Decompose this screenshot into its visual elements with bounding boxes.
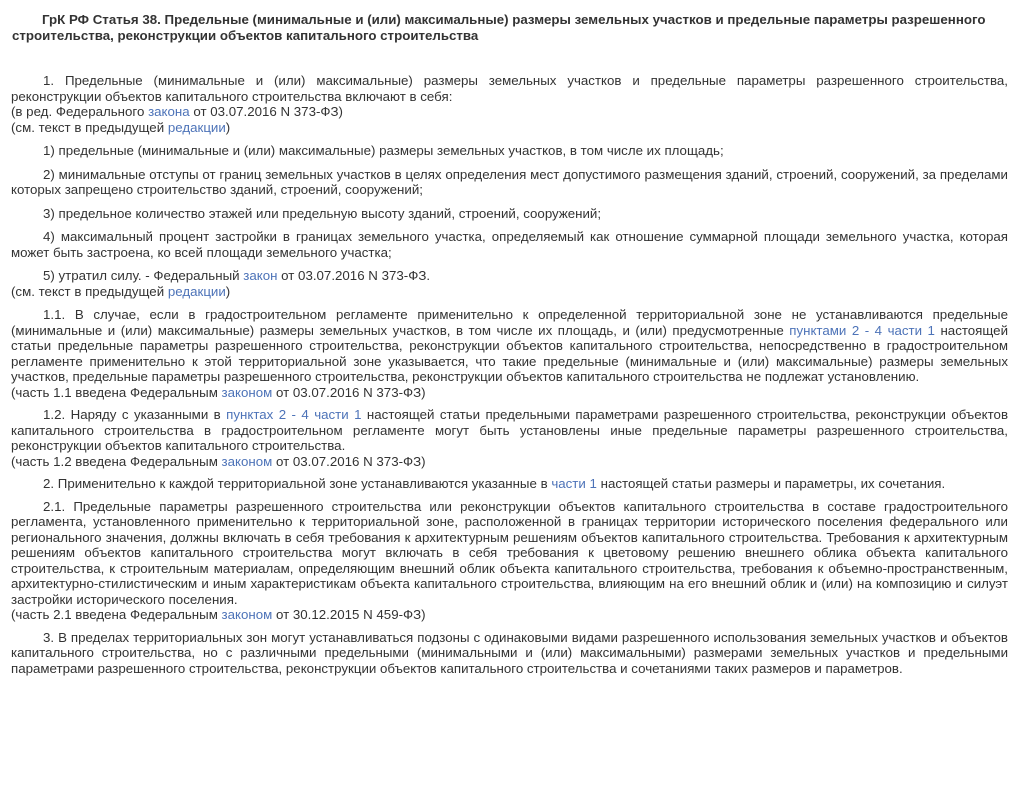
previous-edition-note: (см. текст в предыдущей редакции) [11, 283, 231, 299]
list-item-1: 1) предельные (минимальные и (или) максимальные) размеры земельных участков, в том числе их площадь; [43, 143, 724, 158]
list-item-3: 3) предельное количество этажей или предельную высоту зданий, строений, сооружений; [43, 205, 602, 221]
paragraph-1: 1. Предельные (минимальные и (или) максимальные) размеры земельных участков и предельные параметры разрешенного строительства, реконструкции объектов капитального строительства включают в себя: [11, 73, 1008, 104]
law-link[interactable]: законом [221, 384, 273, 400]
clause-link[interactable]: пунктах 2 - 4 части 1 [226, 407, 362, 422]
amendment-note: (часть 1.2 введена Федеральным законом от 03.07.2016 N 373-ФЗ) [11, 453, 426, 469]
law-link[interactable]: законом [221, 607, 273, 622]
law-link[interactable]: закона [148, 104, 190, 119]
paragraph-1-1: 1.1. В случае, если в градостроительном регламенте применительно к определенной территориальной зоне не устанавливаются предельные (минимальные и (или) максимальные) размеры земельных участков, в том числе их площадь, и (или) предусмотренные пунктами 2 - 4 части 1 настоящей статьи предельные параметры разрешенного строительства, реконструкции объектов капитального строительства, непосредственно в градостроительном регламенте применительно к этой территориальной зоне указывается, что такие предельные (минимальные и (или) максимальные) размеры земельных участков, предельные параметры разрешенного строительства, реконструкции объектов капитального строительства не подлежат установлению. [11, 307, 1008, 384]
article-title: ГрК РФ Статья 38. Предельные (минимальные и (или) максимальные) размеры земельных участков и предельные параметры разрешенного строительства, реконструкции объектов капитального строительства [12, 12, 986, 43]
previous-edition-note: (см. текст в предыдущей редакции) [11, 119, 231, 135]
amendment-note: (часть 2.1 введена Федеральным законом от 30.12.2015 N 459-ФЗ) [11, 607, 426, 622]
paragraph-2: 2. Применительно к каждой территориальной зоне устанавливаются указанные в части 1 настоящей статьи размеры и параметры, их сочетания. [43, 476, 946, 491]
law-link[interactable]: законом [221, 453, 273, 469]
list-item-2: 2) минимальные отступы от границ земельных участков в целях определения мест допустимого размещения зданий, строений, сооружений, за пределами которых запрещено строительство зданий, строений, сооружений; [11, 166, 1008, 197]
paragraph-1-2: 1.2. Наряду с указанными в пунктах 2 - 4 части 1 настоящей статьи предельными параметрами разрешенного строительства, реконструкции объектов капитального строительства в градостроительном регламенте могут быть установлены иные предельные параметры разрешенного строительства, реконструкции объектов капитального строительства. [11, 407, 1009, 453]
amendment-note: (в ред. Федерального закона от 03.07.2016 N 373-ФЗ) [11, 104, 343, 119]
clause-link[interactable]: части 1 [551, 476, 597, 491]
list-item-5: 5) утратил силу. - Федеральный закон от 03.07.2016 N 373-ФЗ. [43, 268, 431, 283]
article-body [11, 73, 1008, 676]
amendment-note: (часть 1.1 введена Федеральным законом от 03.07.2016 N 373-ФЗ) [11, 384, 426, 400]
clause-link[interactable]: пунктами 2 - 4 части 1 [789, 322, 935, 338]
law-link[interactable]: закон [243, 268, 278, 283]
paragraph-2-1: 2.1. Предельные параметры разрешенного строительства или реконструкции объектов капитального строительства в составе градостроительного регламента, установленного применительно к территориальной зоне, расположенной в границах территории исторического поселения федерального или регионального значения, должны включать в себя требования к архитектурным решениям объектов капитального строительства. Требования к архитектурным решениям объектов капитального строительства могут включать в себя требования к цветовому решению внешнего облика объекта капитального строительства, к строительным материалам, определяющим внешний облик объекта капитального строительства, требования к объемно-пространственным, архитектурно-стилистическим и иным характеристикам объекта капитального строительства, влияющим на его внешний облик и (или) на композицию и силуэт застройки исторического поселения. [11, 498, 1008, 607]
list-item-4: 4) максимальный процент застройки в границах земельного участка, определяемый как отношение суммарной площади земельного участка, которая может быть застроена, ко всей площади земельного участка; [11, 229, 1008, 260]
paragraph-3: 3. В пределах территориальных зон могут устанавливаться подзоны с одинаковыми видами разрешенного использования земельных участков и объектов капитального строительства, но с различными предельными (минимальными и (или) максимальными) размерами земельных участков и предельными параметрами разрешенного строительства, реконструкции объектов капитального строительства и сочетаниями таких размеров и параметров. [11, 629, 1008, 676]
edition-link[interactable]: редакции [167, 283, 226, 299]
edition-link[interactable]: редакции [167, 119, 226, 135]
